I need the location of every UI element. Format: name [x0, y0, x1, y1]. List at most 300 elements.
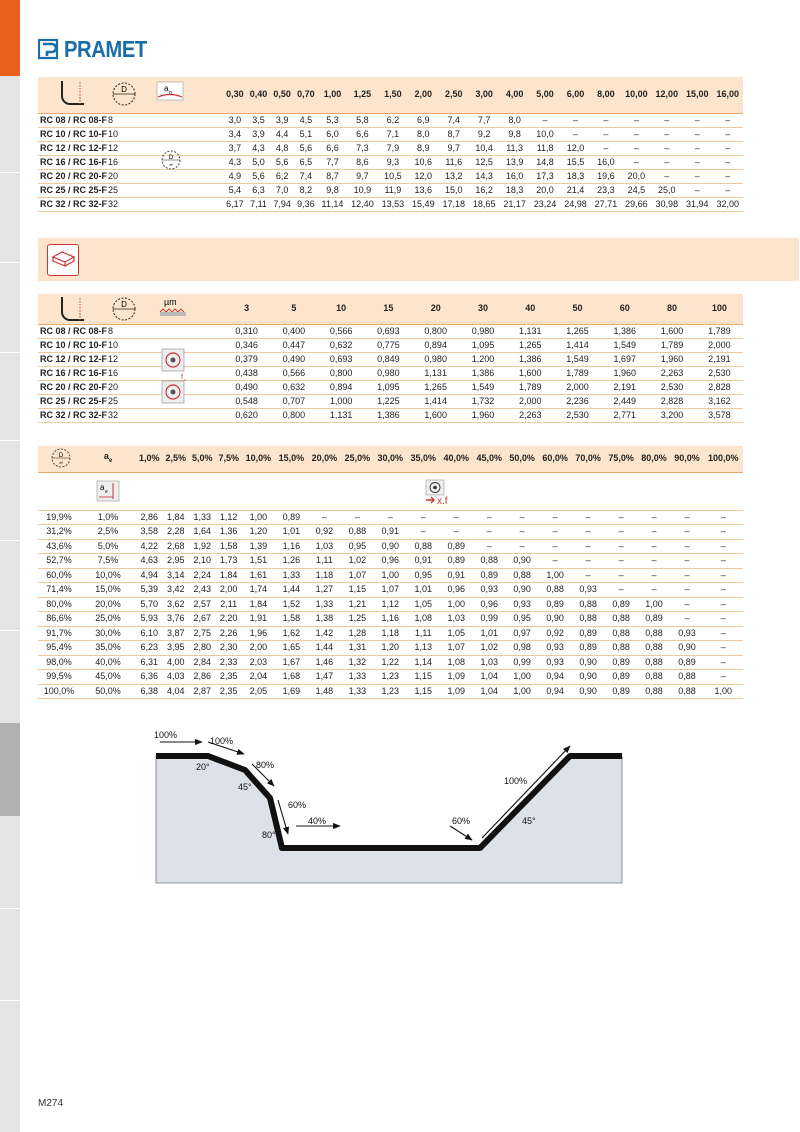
table-cell: 1,131 [412, 366, 459, 380]
table-cell: – [605, 554, 638, 569]
column-header: 3 [223, 294, 270, 324]
table-cell: – [682, 155, 712, 169]
table-cell: 11,3 [499, 141, 529, 155]
column-header: 30 [459, 294, 506, 324]
table-cell: 1,44 [275, 583, 308, 598]
page-number: M274 [38, 1098, 64, 1109]
table-cell: – [591, 127, 621, 141]
table-row [38, 641, 743, 656]
table-cell: 0,96 [374, 554, 407, 569]
table-cell: 2,828 [696, 380, 743, 394]
table-cell: 4,04 [162, 684, 188, 699]
column-header: 0,40 [247, 77, 271, 113]
table-cell: 0,91 [440, 568, 473, 583]
column-header: 100 [696, 294, 743, 324]
table-cell: 1,11 [308, 554, 341, 569]
spacer-cell [148, 408, 223, 422]
table-cell: 0,88 [605, 641, 638, 656]
table-cell: 0,89 [605, 655, 638, 670]
table-cell: 3,62 [162, 597, 188, 612]
diameter-value: 16 [108, 155, 148, 169]
diameter-value: 25 [108, 183, 148, 197]
table-cell: 0,707 [270, 394, 317, 408]
table-cell: 1,960 [648, 352, 695, 366]
effective-diameter-value: 95,4% [38, 641, 80, 656]
table-cell: 1,789 [648, 338, 695, 352]
table-cell: 3,5 [247, 113, 271, 127]
table-header-row [38, 294, 743, 324]
table-cell: 0,89 [440, 554, 473, 569]
column-header: 5,0% [189, 446, 215, 472]
table-cell: 1,58 [275, 612, 308, 627]
table-cell: 7,3 [347, 141, 377, 155]
table-cell: 4,4 [270, 127, 294, 141]
table-cell: 5,6 [270, 155, 294, 169]
table-cell: 1,04 [473, 684, 506, 699]
table-cell: 2,04 [242, 670, 275, 685]
spacer-cell [148, 197, 223, 211]
table-cell: 2,35 [215, 670, 241, 685]
table-cell: 1,62 [275, 626, 308, 641]
table-cell: 0,89 [275, 510, 308, 525]
column-header: 7,5% [215, 446, 241, 472]
table-cell: 2,20 [215, 612, 241, 627]
diagram-label: 80% [256, 760, 275, 770]
table-cell: 1,000 [318, 394, 365, 408]
column-header: 0,70 [294, 77, 318, 113]
svg-text:x.f: x.f [437, 496, 448, 505]
insert-label: RC 16 / RC 16-F [38, 366, 108, 380]
icon-row [38, 472, 743, 510]
column-header: 50 [554, 294, 601, 324]
table-cell: – [473, 539, 506, 554]
effective-diameter-value: 19,9% [38, 510, 80, 525]
table-cell: 4,63 [136, 554, 162, 569]
table-cell: 8,2 [294, 183, 318, 197]
table-cell: 7,4 [294, 169, 318, 183]
ae-value: 15,0% [80, 583, 136, 598]
table-cell: 14,8 [530, 155, 560, 169]
table-cell: 1,31 [341, 641, 374, 656]
table-cell: 1,414 [412, 394, 459, 408]
table-cell: – [704, 626, 744, 641]
table-cell: 5,8 [347, 113, 377, 127]
table-cell: 11,9 [378, 183, 408, 197]
table-cell: 0,96 [440, 583, 473, 598]
table-cell: – [704, 597, 744, 612]
table-cell: – [712, 127, 743, 141]
table-row [38, 394, 743, 408]
table-cell: – [621, 127, 651, 141]
table-cell: 5,1 [294, 127, 318, 141]
column-header: 10 [318, 294, 365, 324]
column-header: 45,0% [473, 446, 506, 472]
table-cell: 1,67 [275, 655, 308, 670]
table-cell: 8,7 [318, 169, 348, 183]
table-cell: – [638, 539, 671, 554]
table-cell: 0,346 [223, 338, 270, 352]
table-cell: – [621, 141, 651, 155]
table-cell: 8,6 [347, 155, 377, 169]
table-row [38, 366, 743, 380]
pramet-logo-icon [38, 38, 60, 60]
ae-header [80, 446, 136, 472]
table-cell: 6,17 [223, 197, 247, 211]
table-cell: 1,732 [459, 394, 506, 408]
table-cell: – [560, 127, 590, 141]
table-cell: 1,00 [638, 597, 671, 612]
table-cell: 0,95 [407, 568, 440, 583]
table-cell: 1,91 [242, 612, 275, 627]
table-cell: – [704, 568, 744, 583]
table-cell: 0,566 [318, 324, 365, 338]
table-cell: 1,15 [407, 670, 440, 685]
ramping-diagram [150, 728, 630, 888]
table-cell: 6,9 [408, 113, 438, 127]
table-cell: 6,23 [136, 641, 162, 656]
table-cell: 7,11 [247, 197, 271, 211]
table-cell: 1,095 [459, 338, 506, 352]
table-cell: – [712, 113, 743, 127]
table-cell: – [621, 155, 651, 169]
table-cell: – [671, 539, 704, 554]
table-cell: 15,5 [560, 155, 590, 169]
table-cell: 4,3 [247, 141, 271, 155]
table-cell: 0,632 [270, 380, 317, 394]
table-cell: 0,548 [223, 394, 270, 408]
table-cell: 1,12 [374, 597, 407, 612]
table-cell: 0,88 [671, 670, 704, 685]
table-cell: 1,38 [308, 612, 341, 627]
table-cell: 2,263 [648, 366, 695, 380]
table-cell: 0,96 [473, 597, 506, 612]
table-cell: – [530, 113, 560, 127]
table-cell: 0,97 [506, 626, 539, 641]
spacer-cell [148, 183, 223, 197]
table-row [38, 510, 743, 525]
table-cell: 2,86 [136, 510, 162, 525]
table-cell: – [473, 510, 506, 525]
table-cell: – [308, 510, 341, 525]
table-cell: 1,04 [473, 670, 506, 685]
table-cell: 11,6 [439, 155, 469, 169]
table-cell: 32,00 [712, 197, 743, 211]
diagram-label: 60% [452, 816, 471, 826]
table-cell: 6,10 [136, 626, 162, 641]
table-cell: 0,88 [572, 597, 605, 612]
table-cell: 1,26 [275, 554, 308, 569]
table-cell: 0,89 [440, 539, 473, 554]
column-header: 15,0% [275, 446, 308, 472]
table-cell: 1,15 [341, 583, 374, 598]
table-cell: 2,24 [189, 568, 215, 583]
column-header: 12,00 [652, 77, 682, 113]
table-cell: 0,88 [572, 612, 605, 627]
table-cell: 0,89 [605, 597, 638, 612]
table-cell: – [440, 525, 473, 540]
effective-diameter-icon-2 [50, 447, 72, 469]
table-cell: 1,84 [242, 597, 275, 612]
table-cell: – [572, 525, 605, 540]
table-row [38, 352, 743, 366]
table-row [38, 525, 743, 540]
table-cell: 12,0 [408, 169, 438, 183]
table-cell: 1,21 [341, 597, 374, 612]
svg-text:D: D [168, 155, 174, 161]
table-cell: – [473, 525, 506, 540]
table-cell: – [506, 510, 539, 525]
table-cell: 1,08 [407, 612, 440, 627]
table-cell: 1,12 [215, 510, 241, 525]
table-cell: 4,22 [136, 539, 162, 554]
table-cell: 4,3 [223, 155, 247, 169]
table-cell: 29,66 [621, 197, 651, 211]
table-cell: 1,265 [554, 324, 601, 338]
column-header: 50,0% [506, 446, 539, 472]
table-cell: 6,2 [270, 169, 294, 183]
table-cell: 0,379 [223, 352, 270, 366]
diagram-label: 40% [308, 816, 327, 826]
diameter-value: 12 [108, 352, 148, 366]
table-cell: 24,98 [560, 197, 590, 211]
table-cell: – [506, 539, 539, 554]
table-cell: 18,65 [469, 197, 499, 211]
table-cell: 4,94 [136, 568, 162, 583]
table-cell: 0,620 [223, 408, 270, 422]
table-cell: 0,89 [539, 597, 572, 612]
table-row [38, 670, 743, 685]
table-cell: 16,2 [469, 183, 499, 197]
table-cell: 1,03 [473, 655, 506, 670]
table-cell: – [605, 525, 638, 540]
table-cell: – [374, 510, 407, 525]
table-cell: 0,88 [638, 641, 671, 656]
table-cell: 1,131 [507, 324, 554, 338]
table-cell: – [682, 169, 712, 183]
column-header: 25,0% [341, 446, 374, 472]
table-cell: 0,89 [638, 612, 671, 627]
table-cell: 3,578 [696, 408, 743, 422]
table-cell: 0,980 [412, 352, 459, 366]
column-header: 75,0% [605, 446, 638, 472]
table-cell: 4,5 [294, 113, 318, 127]
table-cell: 16,0 [499, 169, 529, 183]
table-cell: 0,92 [308, 525, 341, 540]
ae-sub: e [108, 457, 113, 464]
table-cell: 17,3 [530, 169, 560, 183]
table-cell: 0,632 [318, 338, 365, 352]
effective-diameter-value: 60,0% [38, 568, 80, 583]
table-cell: 13,6 [408, 183, 438, 197]
table-cell: 15,0 [439, 183, 469, 197]
column-header: 3,00 [469, 77, 499, 113]
table-cell: 1,33 [308, 597, 341, 612]
table-cell: – [671, 583, 704, 598]
table-cell: 7,1 [378, 127, 408, 141]
table-cell: – [407, 510, 440, 525]
table-row [38, 597, 743, 612]
table-cell: 1,095 [365, 380, 412, 394]
table-cell: 1,65 [275, 641, 308, 656]
diameter-value: 10 [108, 338, 148, 352]
column-header: 80,0% [638, 446, 671, 472]
table-cell: 31,94 [682, 197, 712, 211]
feed-per-tooth-icon [160, 347, 188, 407]
table-cell: – [407, 525, 440, 540]
table-cell: 4,03 [162, 670, 188, 685]
table-cell: 5,6 [247, 169, 271, 183]
insert-label: RC 12 / RC 12-F [38, 141, 108, 155]
table-cell: 1,07 [341, 568, 374, 583]
active-section-tab[interactable] [0, 0, 20, 76]
table-cell: 0,88 [638, 684, 671, 699]
table-cell: – [539, 539, 572, 554]
table-cell: – [671, 568, 704, 583]
table-cell: 2,828 [648, 394, 695, 408]
table-cell: 0,438 [223, 366, 270, 380]
table-cell: 1,42 [308, 626, 341, 641]
table-cell: 2,87 [189, 684, 215, 699]
table-cell: 2,263 [507, 408, 554, 422]
table-cell: 1,960 [459, 408, 506, 422]
table-cell: – [712, 141, 743, 155]
insert-label: RC 08 / RC 08-F [38, 113, 108, 127]
table-cell: 1,84 [162, 510, 188, 525]
table-cell: 1,09 [440, 684, 473, 699]
svg-text:D: D [58, 453, 64, 459]
column-header: 15 [365, 294, 412, 324]
table-cell: 1,61 [242, 568, 275, 583]
table-cell: – [506, 525, 539, 540]
insert-label: RC 16 / RC 16-F [38, 155, 108, 169]
table-cell: 1,386 [459, 366, 506, 380]
diagram-label: 100% [210, 736, 234, 746]
diameter-value: 20 [108, 380, 148, 394]
table-cell: 0,90 [374, 539, 407, 554]
table-cell: 1,00 [539, 568, 572, 583]
column-header: 70,0% [572, 446, 605, 472]
table-cell: 2,84 [189, 655, 215, 670]
table-cell: 0,89 [473, 568, 506, 583]
column-header: 10,0% [242, 446, 275, 472]
table-cell: 5,6 [294, 141, 318, 155]
table-cell: 1,47 [308, 670, 341, 685]
table-cell: 1,01 [407, 583, 440, 598]
table-cell: 1,28 [341, 626, 374, 641]
depth-of-cut-icon [155, 80, 185, 102]
surface-roughness-table [38, 294, 743, 423]
column-header: 4,00 [499, 77, 529, 113]
table-cell: – [341, 510, 374, 525]
table-cell: 27,71 [591, 197, 621, 211]
table-cell: 18,3 [499, 183, 529, 197]
table-cell: 1,33 [189, 510, 215, 525]
diagram-label: 60% [288, 800, 307, 810]
arrow-segment-6 [450, 826, 472, 840]
table-cell: – [572, 539, 605, 554]
insert-label: RC 32 / RC 32-F [38, 408, 108, 422]
table-cell: 1,00 [374, 568, 407, 583]
table-cell: 2,530 [696, 366, 743, 380]
table-cell: 0,894 [412, 338, 459, 352]
table-cell: – [704, 612, 744, 627]
ae-value: 2,5% [80, 525, 136, 540]
table-cell: 0,88 [671, 684, 704, 699]
column-header: 0,30 [223, 77, 247, 113]
table-cell: 18,3 [560, 169, 590, 183]
table-cell: 0,90 [572, 684, 605, 699]
table-cell: 1,386 [601, 324, 648, 338]
table-cell: 20,0 [621, 169, 651, 183]
table-cell: 0,95 [341, 539, 374, 554]
section-tab-highlight[interactable] [0, 723, 20, 816]
diagram-label: 20° [196, 762, 210, 772]
table-cell: 1,600 [648, 324, 695, 338]
column-header: 10,00 [621, 77, 651, 113]
table-cell: 0,90 [539, 612, 572, 627]
table-cell: 1,52 [275, 597, 308, 612]
table-cell: – [572, 554, 605, 569]
table-row [38, 684, 743, 699]
table-cell: 7,7 [469, 113, 499, 127]
column-header: 15,00 [682, 77, 712, 113]
table-cell: 2,67 [189, 612, 215, 627]
table-cell: 24,5 [621, 183, 651, 197]
table-cell: 1,13 [407, 641, 440, 656]
table-cell: – [539, 525, 572, 540]
table-cell: 0,849 [365, 352, 412, 366]
table-cell: 6,36 [136, 670, 162, 685]
table-row [38, 612, 743, 627]
table-cell: 2,05 [242, 684, 275, 699]
table-cell: 0,980 [459, 324, 506, 338]
insert-label: RC 08 / RC 08-F [38, 324, 108, 338]
table-cell: 8,7 [439, 127, 469, 141]
column-header: 2,00 [408, 77, 438, 113]
table-cell: – [605, 583, 638, 598]
effective-diameter-value: 52,7% [38, 554, 80, 569]
table-row [38, 197, 743, 211]
table-cell: – [638, 510, 671, 525]
table-cell: 1,549 [554, 352, 601, 366]
svg-text:D: D [121, 300, 127, 309]
table-cell: – [572, 510, 605, 525]
table-header-row [38, 77, 743, 113]
table-cell: – [712, 169, 743, 183]
table-cell: 1,58 [215, 539, 241, 554]
table-cell: – [638, 525, 671, 540]
table-cell: 1,27 [308, 583, 341, 598]
column-header: 30,0% [374, 446, 407, 472]
ae-value: 10,0% [80, 568, 136, 583]
table-cell: 6,5 [294, 155, 318, 169]
table-cell: 3,76 [162, 612, 188, 627]
corner-radius-icon-2 [58, 294, 88, 324]
section-band [38, 238, 799, 281]
table-cell: 1,48 [308, 684, 341, 699]
column-header: 60 [601, 294, 648, 324]
table-cell: 1,200 [459, 352, 506, 366]
table-cell: 0,88 [341, 525, 374, 540]
table-cell: – [605, 539, 638, 554]
table-cell: 10,0 [530, 127, 560, 141]
table-row [38, 183, 743, 197]
table-cell: 1,414 [554, 338, 601, 352]
table-cell: 2,771 [601, 408, 648, 422]
table-cell: 1,386 [365, 408, 412, 422]
table-cell: – [704, 655, 744, 670]
table-header-row [38, 446, 743, 472]
